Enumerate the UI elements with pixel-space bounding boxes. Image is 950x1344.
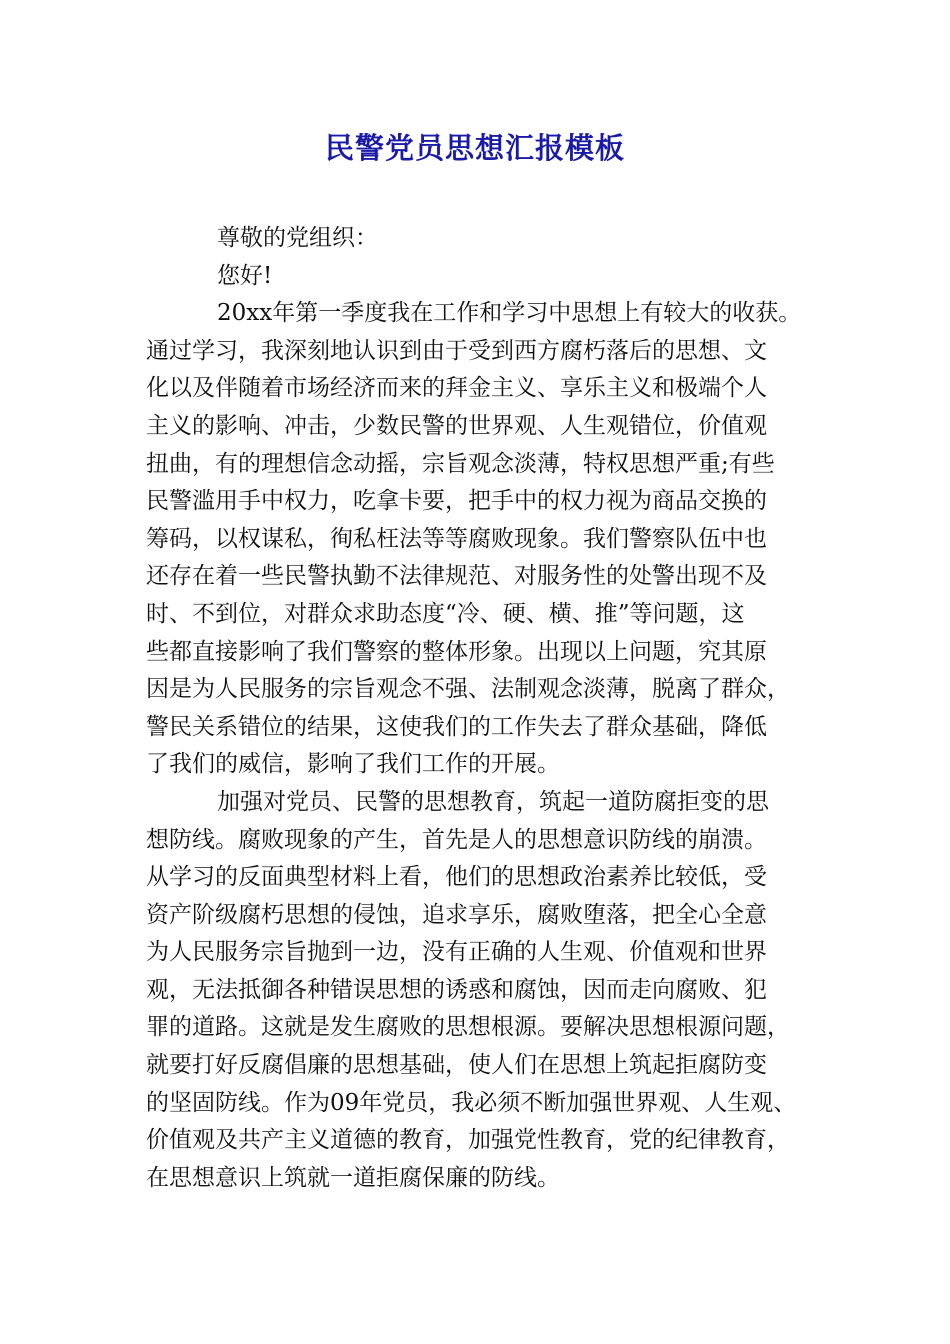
paragraph-line: 价值观及共产主义道德的教育，加强党性教育，党的纪律教育， [146,1127,790,1154]
paragraph-line: 就要打好反腐倡廉的思想基础，使人们在思想上筑起拒腐防变 [146,1052,767,1079]
paragraph-line: 观，无法抵御各种错误思想的诱惑和腐蚀，因而走向腐败、犯 [146,976,767,1003]
paragraph-line: 通过学习，我深刻地认识到由于受到西方腐朽落后的思想、文 [146,337,767,364]
document-body [146,220,811,1197]
paragraph-line: 在思想意识上筑就一道拒腐保廉的防线。 [146,1164,560,1191]
paragraph-line: 20xx年第一季度我在工作和学习中思想上有较大的收获。 [217,300,802,327]
salutation: 尊敬的党组织： [217,225,378,251]
paragraph-line: 筹码，以权谋私，徇私枉法等等腐败现象。我们警察队伍中也 [146,525,767,552]
paragraph-line: 民警滥用手中权力，吃拿卡要，把手中的权力视为商品交换的 [146,488,767,515]
paragraph-line: 因是为人民服务的宗旨观念不强、法制观念淡薄，脱离了群众， [146,676,790,703]
paragraph-line: 的坚固防线。作为09年党员，我必须不断加强世界观、人生观、 [146,1089,797,1116]
greeting: 您好! [217,262,273,289]
paragraph-line: 化以及伴随着市场经济而来的拜金主义、享乐主义和极端个人 [146,375,767,402]
paragraph-line: 想防线。腐败现象的产生，首先是人的思想意识防线的崩溃。 [146,826,767,853]
paragraph-line: 主义的影响、冲击，少数民警的世界观、人生观错位，价值观 [146,412,767,439]
paragraph-line: 警民关系错位的结果，这使我们的工作失去了群众基础，降低 [146,713,767,740]
paragraph-line: 为人民服务宗旨抛到一边，没有正确的人生观、价值观和世界 [146,939,767,966]
paragraph-line: 时、不到位，对群众求助态度“冷、硬、横、推”等问题，这 [146,600,745,627]
paragraph-line: 从学习的反面典型材料上看，他们的思想政治素养比较低，受 [146,864,767,891]
paragraph-line: 加强对党员、民警的思想教育，筑起一道防腐拒变的思 [217,788,769,815]
paragraph-1 [146,295,811,784]
paragraph-line: 罪的道路。这就是发生腐败的思想根源。要解决思想根源问题， [146,1014,790,1041]
paragraph-2 [146,784,811,1198]
paragraph-line: 些都直接影响了我们警察的整体形象。出现以上问题，究其原 [146,638,767,665]
paragraph-line: 资产阶级腐朽思想的侵蚀，追求享乐，腐败堕落，把全心全意 [146,901,767,928]
paragraph-line: 还存在着一些民警执勤不法律规范、对服务性的处警出现不及 [146,563,767,590]
paragraph-line: 了我们的威信，影响了我们工作的开展。 [146,751,560,778]
document-title: 民警党员思想汇报模板 [324,131,625,165]
paragraph-line: 扭曲，有的理想信念动摇，宗旨观念淡薄，特权思想严重;有些 [146,450,775,477]
